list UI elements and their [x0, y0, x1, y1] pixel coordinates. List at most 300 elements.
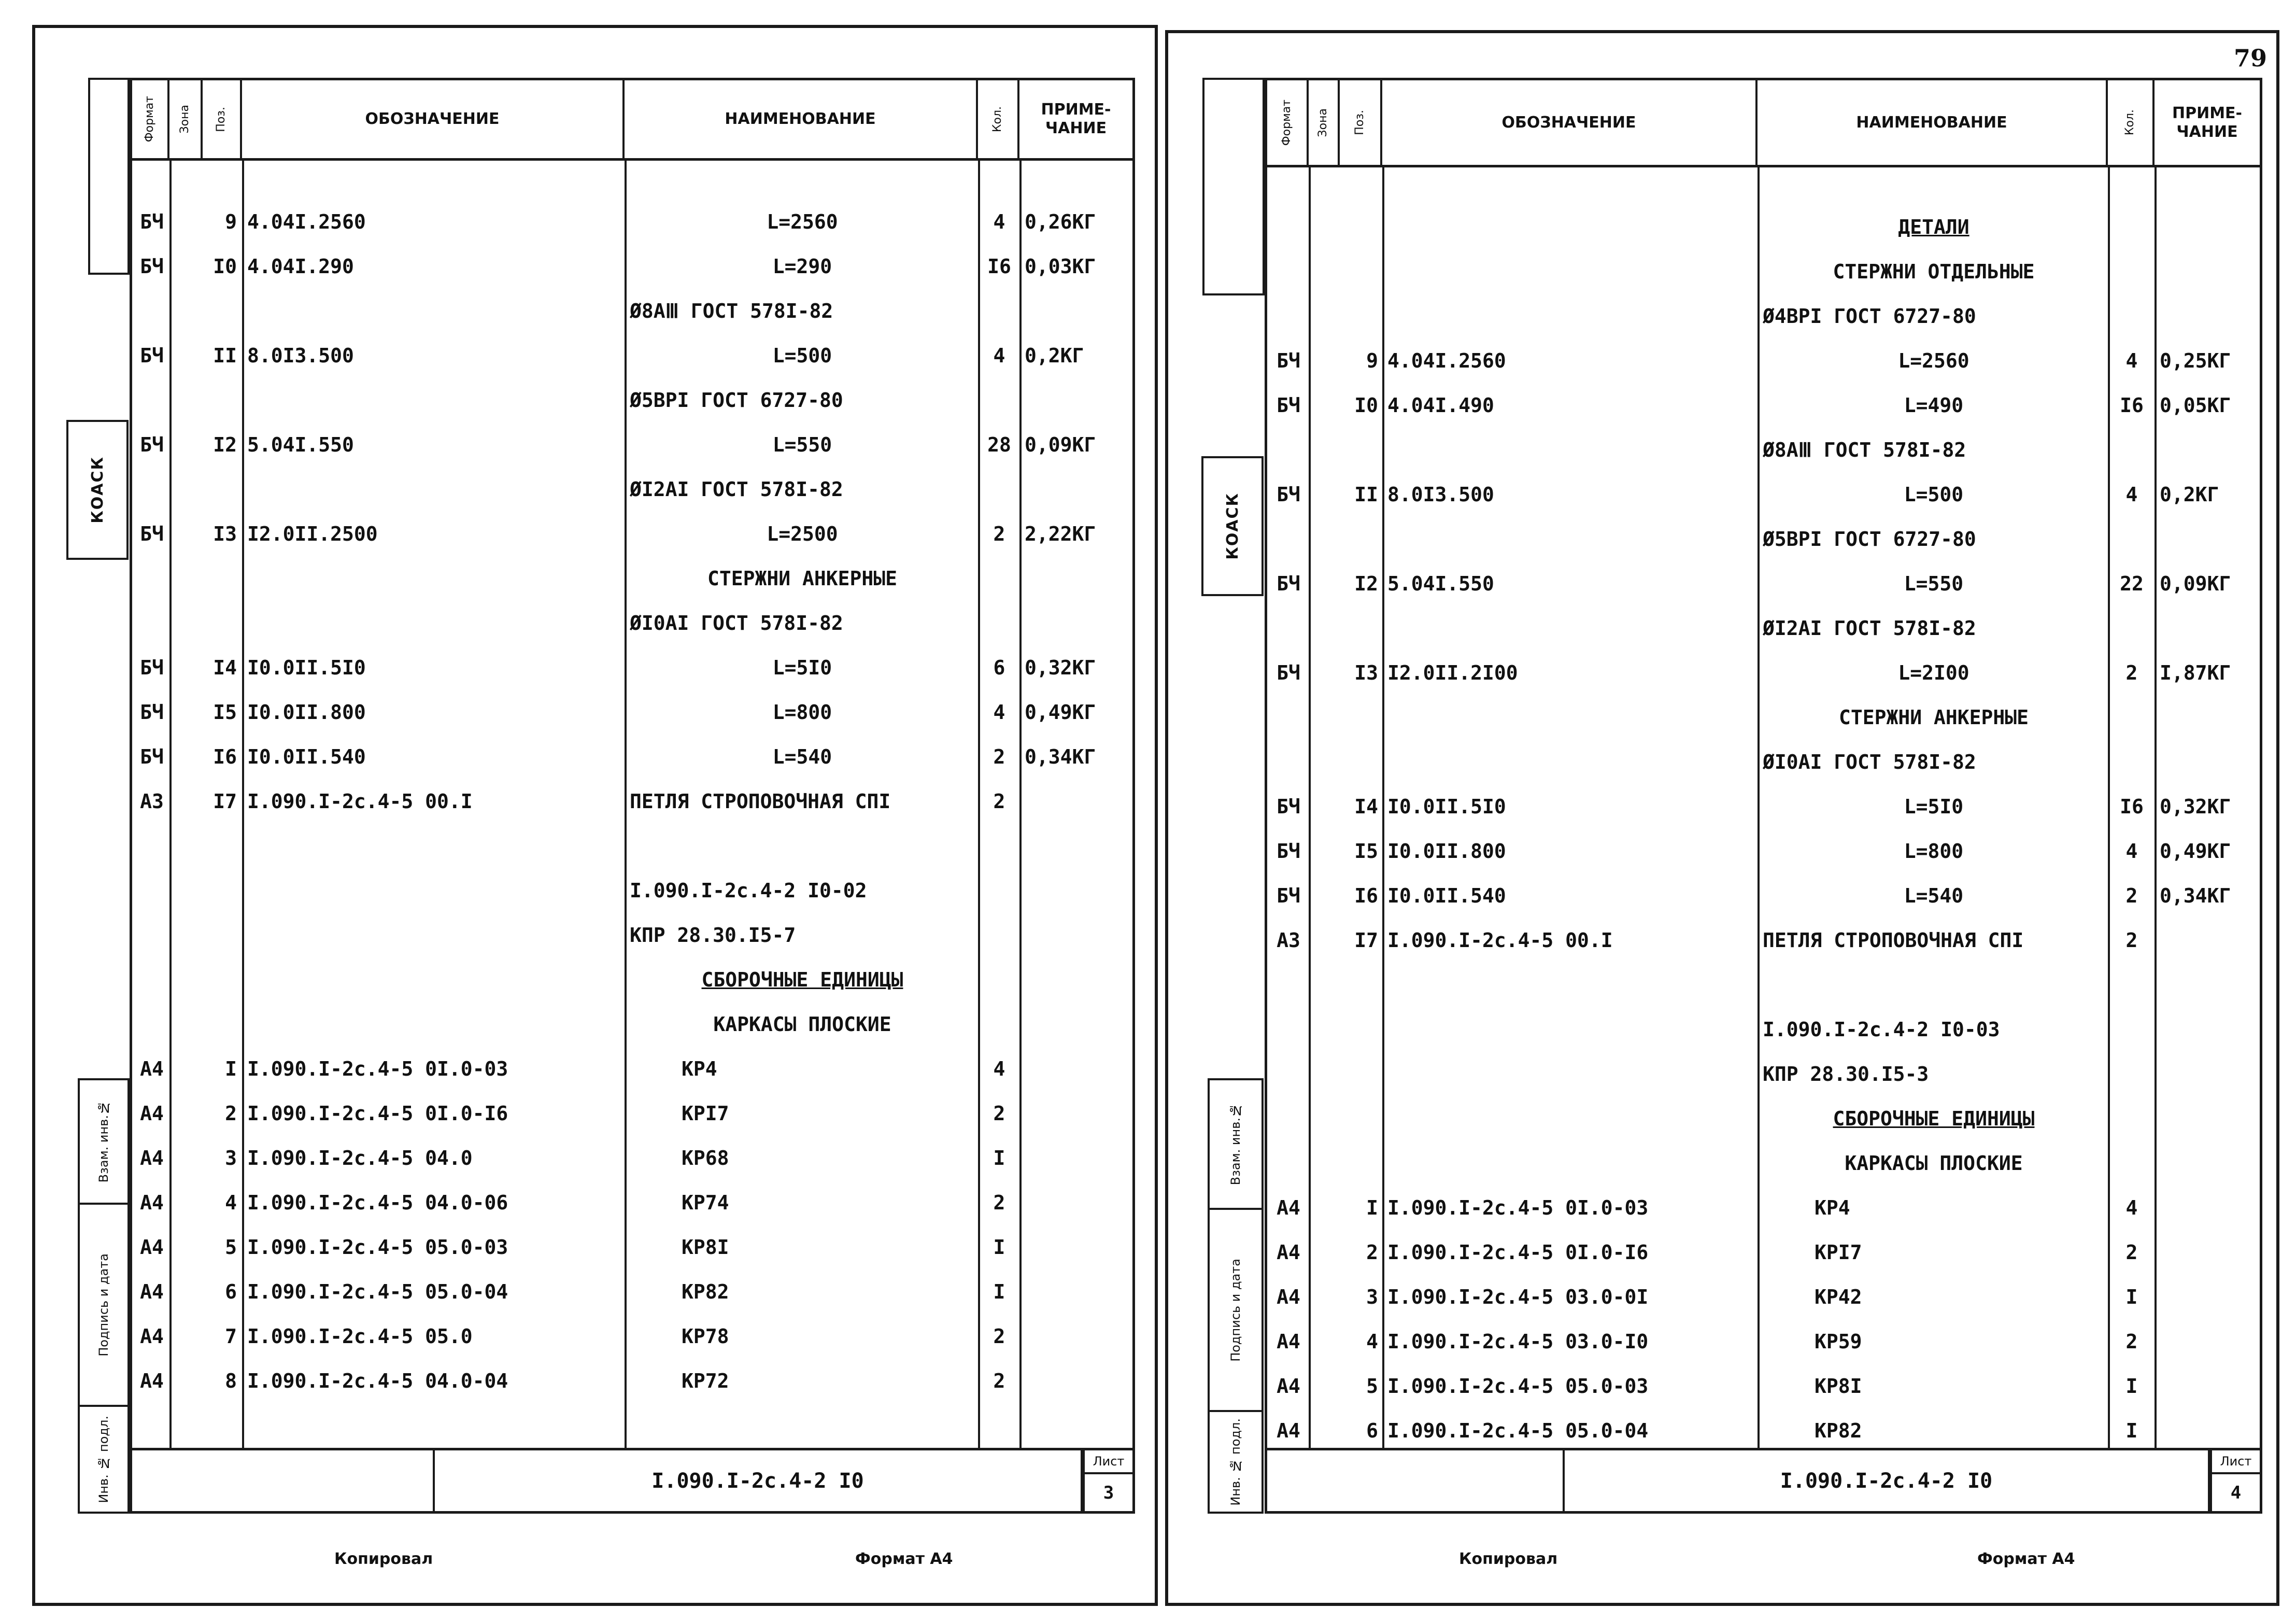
cell-position: 9	[225, 210, 237, 233]
cell-note: 0,25КГ	[2160, 349, 2231, 372]
table-row	[132, 913, 1132, 957]
cell-name: КР4	[1815, 1196, 1850, 1219]
cell-quantity	[980, 1002, 1018, 1047]
cell-position: 5	[225, 1236, 237, 1259]
stamp-koask: КОАСК	[66, 420, 129, 560]
cell-quantity	[2110, 1052, 2153, 1096]
cell-format: А4	[140, 1370, 164, 1392]
cell-name: I.090.I-2с.4-2 I0-03	[1763, 1018, 2000, 1041]
cell-position: I7	[213, 790, 237, 813]
table-row	[132, 779, 1132, 824]
cell-name: КРI7	[1815, 1241, 1862, 1264]
cell-name: ØI0AI ГОСТ 578I-82	[1763, 751, 1976, 773]
cell-name: L=550	[1904, 572, 1964, 595]
cell-designation: I0.0II.5I0	[247, 656, 366, 679]
footer-copied: Копировал	[1459, 1550, 1558, 1568]
cell-note	[1025, 1136, 1133, 1180]
cell-designation: I2.0II.2I00	[1387, 661, 1518, 684]
cell-name: ØI2AI ГОСТ 578I-82	[1763, 617, 1976, 640]
cell-name: L=540	[1904, 884, 1964, 907]
cell-note: 0,03КГ	[1025, 255, 1096, 278]
cell-quantity	[980, 824, 1018, 868]
cell-quantity: 2	[993, 1325, 1005, 1348]
table-row	[1267, 784, 2260, 829]
cell-note	[1025, 1270, 1133, 1314]
cell-designation	[1387, 1007, 1754, 1052]
table-row	[1267, 517, 2260, 561]
cell-quantity: 4	[2125, 840, 2138, 863]
cell-note	[1025, 378, 1133, 422]
cell-position: 3	[225, 1147, 237, 1169]
cell-name: L=5I0	[772, 656, 832, 679]
table-row	[132, 467, 1132, 512]
cell-position	[173, 467, 237, 512]
cell-position: I4	[213, 656, 237, 679]
header-note: ПРИМЕ- ЧАНИЕ	[1041, 101, 1111, 137]
cell-quantity: I	[993, 1236, 1005, 1259]
cell-note	[1025, 779, 1133, 824]
sheet-number: 3	[1083, 1474, 1132, 1511]
cell-note	[1025, 868, 1133, 913]
table-row	[132, 1091, 1132, 1136]
cell-name: КАРКАСЫ ПЛОСКИЕ	[1845, 1152, 2023, 1175]
cell-name: КР82	[1815, 1419, 1862, 1442]
cell-designation: I.090.I-2с.4-5 0I.0-I6	[1387, 1241, 1649, 1264]
cell-designation	[1387, 740, 1754, 784]
cell-name: I.090.I-2с.4-2 I0-02	[630, 879, 867, 902]
cell-name: СБОРОЧНЫЕ ЕДИНИЦЫ	[701, 968, 903, 991]
cell-quantity: 4	[2125, 1196, 2138, 1219]
cell-note	[1025, 824, 1133, 868]
cell-format: БЧ	[140, 701, 164, 724]
cell-position	[1312, 695, 1378, 740]
cell-format: А3	[1277, 929, 1300, 952]
cell-name: КР72	[682, 1370, 729, 1392]
cell-note	[1025, 1002, 1133, 1047]
table-row	[1267, 249, 2260, 294]
header-name: НАИМЕНОВАНИЕ	[1758, 80, 2108, 165]
table-row	[132, 244, 1132, 289]
cell-quantity: 2	[993, 523, 1005, 545]
cell-name: Ø4ВРI ГОСТ 6727-80	[1763, 305, 1976, 328]
cell-quantity: 4	[2125, 349, 2138, 372]
cell-quantity: I	[2125, 1375, 2138, 1398]
cell-position: I0	[1354, 394, 1378, 417]
cell-note	[2160, 963, 2261, 1007]
cell-format	[134, 824, 169, 868]
cell-quantity	[2110, 428, 2153, 472]
table-row	[132, 1359, 1132, 1403]
cell-format	[1269, 1141, 1308, 1186]
cell-quantity	[980, 957, 1018, 1002]
cell-position: I2	[1354, 572, 1378, 595]
table-row	[1267, 1052, 2260, 1096]
cell-name: КР4	[682, 1057, 717, 1080]
cell-quantity: 6	[993, 656, 1005, 679]
cell-format: БЧ	[140, 344, 164, 367]
cell-designation	[1387, 1052, 1754, 1096]
cell-format	[134, 378, 169, 422]
cell-designation	[1387, 1141, 1754, 1186]
cell-name: L=500	[1904, 483, 1964, 506]
cell-position	[1312, 249, 1378, 294]
cell-name: L=550	[772, 433, 832, 456]
cell-format	[134, 601, 169, 645]
cell-quantity: 4	[993, 701, 1005, 724]
cell-position: 6	[225, 1280, 237, 1303]
table-row	[132, 333, 1132, 378]
cell-format: А4	[140, 1325, 164, 1348]
cell-designation	[1387, 205, 1754, 249]
cell-designation: I.090.I-2с.4-5 04.0-06	[247, 1191, 508, 1214]
cell-quantity	[2110, 205, 2153, 249]
cell-format: БЧ	[1277, 483, 1300, 506]
table-row	[132, 1270, 1132, 1314]
cell-position: I	[1366, 1196, 1378, 1219]
header-position: Поз.	[214, 106, 228, 132]
cell-note	[1025, 1225, 1133, 1270]
cell-designation	[247, 913, 621, 957]
cell-quantity: 28	[987, 433, 1011, 456]
cell-note: 0,05КГ	[2160, 394, 2231, 417]
cell-position: 2	[1366, 1241, 1378, 1264]
cell-name	[630, 824, 975, 868]
cell-format: А4	[140, 1191, 164, 1214]
cell-note	[1025, 957, 1133, 1002]
cell-designation	[247, 824, 621, 868]
cell-name: ПЕТЛЯ СТРОПОВОЧНАЯ СПI	[1763, 929, 2024, 952]
cell-designation	[1387, 249, 1754, 294]
table-row	[132, 556, 1132, 601]
cell-designation: I.090.I-2с.4-5 05.0-04	[247, 1280, 508, 1303]
sheet-number: 4	[2210, 1474, 2260, 1511]
spec-table-left	[130, 78, 1135, 1514]
cell-format: БЧ	[1277, 394, 1300, 417]
cell-quantity: I	[2125, 1286, 2138, 1308]
cell-format	[1269, 205, 1308, 249]
cell-name: СТЕРЖНИ АНКЕРНЫЕ	[707, 567, 898, 590]
cell-designation: I.090.I-2с.4-5 05.0-04	[1387, 1419, 1649, 1442]
table-row	[132, 957, 1132, 1002]
cell-name: L=290	[772, 255, 832, 278]
header-zone: Зона	[178, 105, 191, 134]
cell-format: А4	[1277, 1330, 1300, 1353]
cell-note: 0,2КГ	[1025, 344, 1084, 367]
cell-designation	[247, 868, 621, 913]
table-row	[1267, 651, 2260, 695]
cell-format	[1269, 249, 1308, 294]
header-quantity: Кол.	[990, 106, 1004, 133]
cell-name: ПЕТЛЯ СТРОПОВОЧНАЯ СПI	[630, 790, 891, 813]
cell-quantity	[2110, 1007, 2153, 1052]
cell-name: L=2560	[767, 210, 838, 233]
cell-format: БЧ	[140, 523, 164, 545]
cell-quantity: 4	[993, 210, 1005, 233]
cell-note	[2160, 1186, 2261, 1230]
cell-designation: I.090.I-2с.4-5 05.0-03	[247, 1236, 508, 1259]
cell-note	[2160, 517, 2261, 561]
cell-position	[1312, 1141, 1378, 1186]
cell-position	[173, 556, 237, 601]
cell-note	[2160, 606, 2261, 651]
cell-name: КР68	[682, 1147, 729, 1169]
cell-designation: I0.0II.540	[247, 745, 366, 768]
header-note: ПРИМЕ- ЧАНИЕ	[2172, 104, 2242, 141]
table-row	[1267, 1186, 2260, 1230]
title-block	[1267, 1448, 2260, 1511]
table-row	[132, 200, 1132, 244]
cell-designation: I.090.I-2с.4-5 03.0-I0	[1387, 1330, 1649, 1353]
cell-note	[2160, 1141, 2261, 1186]
cell-format: А4	[140, 1102, 164, 1125]
cell-position: I0	[213, 255, 237, 278]
cell-name: КР82	[682, 1280, 729, 1303]
table-row	[1267, 873, 2260, 918]
cell-quantity: 4	[993, 1057, 1005, 1080]
footer-format: Формат А4	[855, 1550, 953, 1568]
cell-note: 0,09КГ	[1025, 433, 1096, 456]
cell-position: II	[1354, 483, 1378, 506]
cell-position: 7	[225, 1325, 237, 1348]
cell-name: КРI7	[682, 1102, 729, 1125]
cell-format	[1269, 1096, 1308, 1141]
cell-designation: 8.0I3.500	[1387, 483, 1494, 506]
cell-format: БЧ	[140, 745, 164, 768]
table-row	[132, 1047, 1132, 1091]
cell-note	[1025, 1047, 1133, 1091]
side-label-inv-original: Инв. № подл.	[1228, 1418, 1243, 1506]
cell-name: Ø5ВРI ГОСТ 6727-80	[630, 389, 843, 412]
cell-designation: I.090.I-2с.4-5 0I.0-03	[247, 1057, 508, 1080]
cell-name: КАРКАСЫ ПЛОСКИЕ	[713, 1013, 891, 1036]
cell-position	[1312, 428, 1378, 472]
title-block	[132, 1448, 1132, 1511]
cell-position: 3	[1366, 1286, 1378, 1308]
stamp-koask: КОАСК	[1201, 456, 1264, 596]
table-row	[1267, 1364, 2260, 1408]
cell-format: БЧ	[140, 210, 164, 233]
cell-designation: 4.04I.2560	[247, 210, 366, 233]
cell-name: L=500	[772, 344, 832, 367]
cell-format	[134, 868, 169, 913]
cell-position	[1312, 740, 1378, 784]
cell-name: ØI0AI ГОСТ 578I-82	[630, 612, 843, 634]
cell-name: L=5I0	[1904, 795, 1964, 818]
cell-format: БЧ	[1277, 572, 1300, 595]
cell-format: БЧ	[140, 255, 164, 278]
cell-name: КР8I	[1815, 1375, 1862, 1398]
side-label-signature-date: Подпись и дата	[96, 1253, 111, 1357]
cell-quantity: 22	[2120, 572, 2144, 595]
cell-name: КР59	[1815, 1330, 1862, 1353]
cell-format: БЧ	[1277, 884, 1300, 907]
cell-designation	[1387, 695, 1754, 740]
cell-note	[2160, 1007, 2261, 1052]
cell-quantity: 4	[993, 344, 1005, 367]
cell-note: 0,2КГ	[2160, 483, 2219, 506]
cell-designation: 4.04I.290	[247, 255, 354, 278]
cell-quantity	[2110, 695, 2153, 740]
cell-designation: I.090.I-2с.4-5 05.0	[247, 1325, 473, 1348]
cell-format: БЧ	[1277, 795, 1300, 818]
cell-note	[2160, 205, 2261, 249]
cell-format	[134, 913, 169, 957]
cell-note	[2160, 1275, 2261, 1319]
table-row	[132, 601, 1132, 645]
cell-name: Ø5ВРI ГОСТ 6727-80	[1763, 528, 1976, 551]
cell-position	[1312, 517, 1378, 561]
cell-note	[2160, 249, 2261, 294]
cell-format: А4	[1277, 1241, 1300, 1264]
side-stamp-top	[1202, 78, 1265, 295]
cell-format	[1269, 428, 1308, 472]
cell-name: Ø8АⅢ ГОСТ 578I-82	[1763, 439, 1966, 461]
cell-position: I6	[1354, 884, 1378, 907]
cell-designation	[1387, 963, 1754, 1007]
cell-note: 0,49КГ	[1025, 701, 1096, 724]
cell-name: L=800	[1904, 840, 1964, 863]
cell-note	[1025, 1180, 1133, 1225]
cell-note: 0,26КГ	[1025, 210, 1096, 233]
cell-name: L=490	[1904, 394, 1964, 417]
cell-name: Ø8АⅢ ГОСТ 578I-82	[630, 300, 833, 322]
cell-quantity	[2110, 249, 2153, 294]
cell-position: 4	[1366, 1330, 1378, 1353]
header-quantity: Кол.	[2123, 109, 2136, 136]
cell-format	[1269, 517, 1308, 561]
cell-quantity	[2110, 517, 2153, 561]
cell-note	[2160, 1319, 2261, 1364]
page-number: 79	[2234, 44, 2267, 72]
table-row	[1267, 918, 2260, 963]
cell-position: I5	[1354, 840, 1378, 863]
side-label-replace-inv: Взам. инв.№	[1228, 1103, 1243, 1186]
cell-note	[1025, 289, 1133, 333]
cell-designation: I.090.I-2с.4-5 0I.0-I6	[247, 1102, 508, 1125]
cell-name: КПР 28.30.I5-7	[630, 924, 796, 947]
sheet-label: Лист	[2210, 1450, 2260, 1474]
cell-designation	[247, 467, 621, 512]
cell-quantity: 2	[993, 790, 1005, 813]
table-row	[132, 422, 1132, 467]
cell-position	[173, 289, 237, 333]
cell-note	[2160, 1408, 2261, 1453]
cell-position	[173, 957, 237, 1002]
cell-format	[134, 289, 169, 333]
cell-position	[1312, 1007, 1378, 1052]
cell-name: КПР 28.30.I5-3	[1763, 1063, 1929, 1085]
side-label-inv-original: Инв. № подл.	[96, 1415, 111, 1503]
document-designation: I.090.I-2с.4-2 I0	[433, 1450, 1083, 1511]
table-row	[1267, 695, 2260, 740]
cell-position: I5	[213, 701, 237, 724]
table-row	[1267, 1230, 2260, 1275]
table-row	[1267, 1275, 2260, 1319]
cell-name: L=2I00	[1898, 661, 1969, 684]
cell-format: А3	[140, 790, 164, 813]
cell-name: КР8I	[682, 1236, 729, 1259]
cell-name: L=540	[772, 745, 832, 768]
cell-quantity	[980, 378, 1018, 422]
table-row	[132, 1314, 1132, 1359]
table-row	[1267, 561, 2260, 606]
cell-position: 9	[1366, 349, 1378, 372]
cell-note: 2,22КГ	[1025, 523, 1096, 545]
table-row	[1267, 1408, 2260, 1453]
cell-name: КР74	[682, 1191, 729, 1214]
cell-note	[2160, 918, 2261, 963]
side-stamp-column	[1208, 1078, 1264, 1514]
cell-note	[2160, 428, 2261, 472]
cell-format: А4	[140, 1280, 164, 1303]
cell-quantity: 2	[2125, 929, 2138, 952]
cell-format	[134, 467, 169, 512]
cell-position: I3	[213, 523, 237, 545]
cell-note	[2160, 1364, 2261, 1408]
side-label-signature-date: Подпись и дата	[1228, 1258, 1243, 1362]
header-zone: Зона	[1316, 108, 1329, 137]
cell-quantity	[980, 289, 1018, 333]
cell-quantity: I	[2125, 1419, 2138, 1442]
header-designation: ОБОЗНАЧЕНИЕ	[242, 80, 625, 158]
cell-designation: I.090.I-2с.4-5 04.0-04	[247, 1370, 508, 1392]
cell-designation: I0.0II.540	[1387, 884, 1506, 907]
cell-position	[173, 824, 237, 868]
cell-quantity: I6	[987, 255, 1011, 278]
cell-position	[173, 1002, 237, 1047]
table-row	[132, 1136, 1132, 1180]
cell-format: БЧ	[1277, 349, 1300, 372]
cell-note	[1025, 1359, 1133, 1403]
cell-position: I7	[1354, 929, 1378, 952]
table-row	[132, 868, 1132, 913]
cell-position: 6	[1366, 1419, 1378, 1442]
cell-format: А4	[140, 1057, 164, 1080]
cell-designation: 5.04I.550	[1387, 572, 1494, 595]
cell-quantity: 4	[2125, 483, 2138, 506]
cell-name: ØI2AI ГОСТ 578I-82	[630, 478, 843, 501]
document-designation: I.090.I-2с.4-2 I0	[1563, 1450, 2210, 1511]
cell-designation: 5.04I.550	[247, 433, 354, 456]
cell-quantity	[2110, 606, 2153, 651]
table-row	[1267, 205, 2260, 249]
cell-name: КР42	[1815, 1286, 1862, 1308]
cell-format	[1269, 963, 1308, 1007]
table-row	[132, 289, 1132, 333]
cell-quantity	[2110, 1096, 2153, 1141]
cell-format: БЧ	[1277, 840, 1300, 863]
table-row	[1267, 1319, 2260, 1364]
cell-format	[1269, 1052, 1308, 1096]
footer-copied: Копировал	[334, 1550, 433, 1568]
table-row	[132, 512, 1132, 556]
cell-name: L=2500	[767, 523, 838, 545]
cell-note	[1025, 601, 1133, 645]
cell-position	[1312, 963, 1378, 1007]
table-row	[1267, 963, 2260, 1007]
cell-designation: I.090.I-2с.4-5 05.0-03	[1387, 1375, 1649, 1398]
cell-quantity	[2110, 294, 2153, 338]
cell-name: СБОРОЧНЫЕ ЕДИНИЦЫ	[1833, 1107, 2035, 1130]
cell-designation	[1387, 606, 1754, 651]
cell-note: 0,49КГ	[2160, 840, 2231, 863]
header-format: Формат	[1280, 99, 1293, 146]
table-header	[1267, 80, 2260, 167]
cell-quantity	[980, 868, 1018, 913]
header-name: НАИМЕНОВАНИЕ	[625, 80, 978, 158]
table-row	[132, 645, 1132, 690]
cell-quantity: 2	[993, 1102, 1005, 1125]
